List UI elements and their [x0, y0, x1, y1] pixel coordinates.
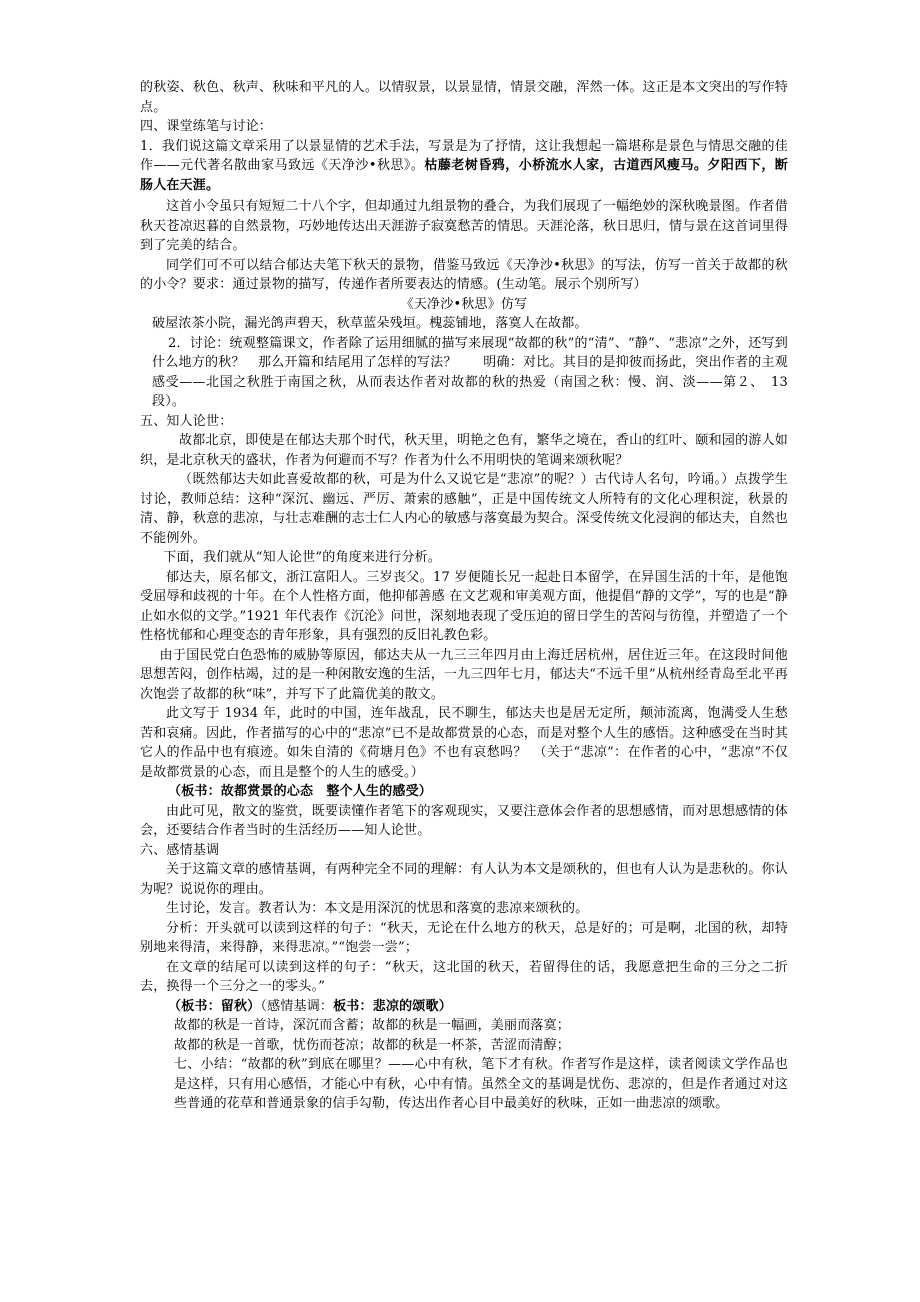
paragraph-yu-dafu-bio: 郁达夫，原名郁文，浙江富阳人。三岁丧父。17 岁便随长兄一起赴日本留学，在异国生活的十年，是他饱受屈辱和歧视的十年。在个人性格方面，他抑郁善感 在文艺观和审美观方面，他提倡“静的文学”，写的也是“静止如水似的文学。”1921 年代表作《沉沦》问世，深刻地表现了受压迫的留日学生的苦闷与彷徨，并塑造了一个性格忧郁和心理变态的青年形象，具有强烈的反旧礼教色彩。	[140, 569, 788, 643]
heading-section-6: 六、感情基调	[140, 842, 220, 858]
board-note-2-a: （板书：留秋）	[168, 998, 261, 1014]
heading-section-4: 四、课堂练笔与讨论：	[140, 119, 273, 134]
paragraph-autumn-poem-2: 故都的秋是一首歌，忧伤而苍凉；故都的秋是一杯茶，苦涩而清醇；	[174, 1037, 571, 1053]
paragraph-1934: 此文写于 1934 年，此时的中国，连年战乱，民不聊生，郁达夫也是居无定所，颠沛流离，饱满受人生愁苦和哀痛。因此，作者描写的心中的“悲凉”已不是故都赏景的心态，而是对整个人生的感悟。这种感受在当时其它人的作品中也有痕迹。如朱自清的《荷塘月色》不也有哀愁吗？ （关于“悲凉”：在作者的心中，“悲凉”不仅是故都赏景的心态，而且是整个的人生的感受。）	[140, 706, 788, 780]
paragraph-writing-task: 同学们可不可以结合郁达夫笔下秋天的景物，借鉴马致远《天净沙•秋思》的写法，仿写一首关于故都的秋的小令？要求：通过景物的描写，传递作者所要表达的情感。(生动笔。展示个别所写）	[140, 257, 788, 292]
heading-section-5: 五、知人论世：	[140, 413, 233, 429]
paragraph-opening-quote: 分析：开头就可以读到这样的句子：“秋天，无论在什么地方的秋天，总是好的；可是啊，北国的秋，却特别地来得清，来得静，来得悲凉。”“饱尝一尝”；	[140, 920, 788, 955]
exercise-1-text: 1．我们说这篇文章采用了以景显情的艺术手法，写景是为了抒情，这让我想起一篇堪称是景色与情思交融的佳作——元代著名散曲家马致远《天净沙•秋思》。	[140, 138, 788, 173]
paragraph-summary: 七、小结：“故都的秋”到底在哪里？——心中有秋，笔下才有秋。作者写作是这样，读者阅读文学作品也是这样，只有用心感悟，才能心中有秋，心中有情。虽然全文的基调是忧伤、悲凉的，但是作者通过对这些普通的花草和普通景象的信手勾勒，传达出作者心目中最美好的秋味，正如一曲悲凉的颂歌。	[174, 1057, 788, 1111]
board-note-2-b: （感情基调：	[260, 998, 334, 1014]
paragraph-student-discussion: 生讨论，发言。教者认为：本文是用深沉的忧思和落寞的悲凉来颂秋的。	[166, 901, 589, 916]
document-page	[140, 78, 788, 1114]
paragraph-autumn-poem-1: 故都的秋是一首诗，深沉而含蓄；故都的秋是一幅画，美丽而落寞；	[174, 1018, 571, 1033]
paragraph-beijing-autumn: 故都北京，即使是在郁达夫那个时代，秋天里，明艳之色有，繁华之境在，香山的红叶、颐和园的游人如织，是北京秋天的盛状，作者为何避而不写？作者为什么不用明快的笔调来颂秋呢？	[140, 433, 788, 468]
paragraph-ending-quote: 在文章的结尾可以读到这样的句子：“秋天，这北国的秋天，若留得住的话，我愿意把生命的三分之二折去，换得一个三分之一的零头。”	[140, 959, 788, 994]
board-note-2-c: 板书：悲凉的颂歌）	[333, 998, 452, 1014]
tianjingsha-poem: 枯藤老树昏鸦，小桥流水人家，古道西风瘦马。夕阳西下，断肠人在天涯。	[140, 158, 788, 193]
paragraph-emotional-tone: 关于这篇文章的感情基调，有两种完全不同的理解：有人认为本文是颂秋的，但也有人认为是悲秋的。你认为呢？说说你的理由。	[140, 862, 788, 897]
paragraph-hangzhou-period: 由于国民党白色恐怖的威胁等原因，郁达夫从一九三三年四月由上海迁居杭州，居住近三年。在这段时间他思想苦闷，创作枯竭，过的是一种闲散安逸的生活，一九三四年七月，郁达夫“不远千里”从杭州经青岛至北平再次饱尝了故都的秋“味”，并写下了此篇优美的散文。	[140, 647, 788, 702]
board-note-2	[140, 997, 788, 1017]
paragraph-exercise-1	[140, 137, 788, 196]
paragraph-intro: 的秋姿、秋色、秋声、秋味和平凡的人。以情驭景，以景显情，情景交融，浑然一体。这正是本文突出的写作特点。	[140, 80, 788, 115]
paragraph-poem-analysis: 这首小令虽只有短短二十八个字，但却通过九组景物的叠合，为我们展现了一幅绝妙的深秋晚景图。作者借秋天苍凉迟暮的自然景物，巧妙地传达出天涯游子寂寞愁苦的情思。天涯沦落，秋日思归，情与景在这首词里得到了完美的结合。	[140, 199, 788, 253]
board-note-1: （板书：故都赏景的心态 整个人生的感受）	[168, 784, 433, 799]
paragraph-analysis-intro: 下面，我们就从“知人论世”的角度来进行分析。	[163, 550, 442, 565]
imitation-poem: 破屋浓茶小院，漏光鸽声碧天，秋草蓝朵残垣。槐蕊铺地，落寞人在故都。	[152, 316, 588, 331]
paragraph-teacher-summary: （既然郁达夫如此喜爱故都的秋，可是为什么又说它是“悲凉”的呢？）古代诗人名句，吟诵。）点拨学生讨论，教师总结：这种“深沉、幽远、严厉、萧索的感触”，正是中国传统文人所特有的文化心理积淀，秋景的清、静，秋意的悲凉，与壮志难酬的志士仁人内心的敏感与落寞最为契合。深受传统文化浸润的郁达夫，自然也不能例外。	[140, 472, 788, 546]
imitation-poem-title: 《天净沙•秋思》仿写	[400, 296, 528, 312]
paragraph-conclusion-appreciation: 由此可见，散文的鉴赏，既要读懂作者笔下的客观现实，又要注意体会作者的思想感情，而对思想感情的体会，还要结合作者当时的生活经历——知人论世。	[140, 803, 788, 838]
paragraph-discussion-2: 2．讨论：统观整篇课文，作者除了运用细腻的描写来展现“故都的秋”的“清”、“静”、“悲凉”之外，还写到什么地方的秋？ 那么开篇和结尾用了怎样的写法？ 明确：对比。其目的是抑彼而扬此，突出作者的主观感受——北国之秋胜于南国之秋，从而表达作者对故都的秋的热爱（南国之秋：慢、润、淡——第２、 13 段）。	[152, 335, 788, 409]
